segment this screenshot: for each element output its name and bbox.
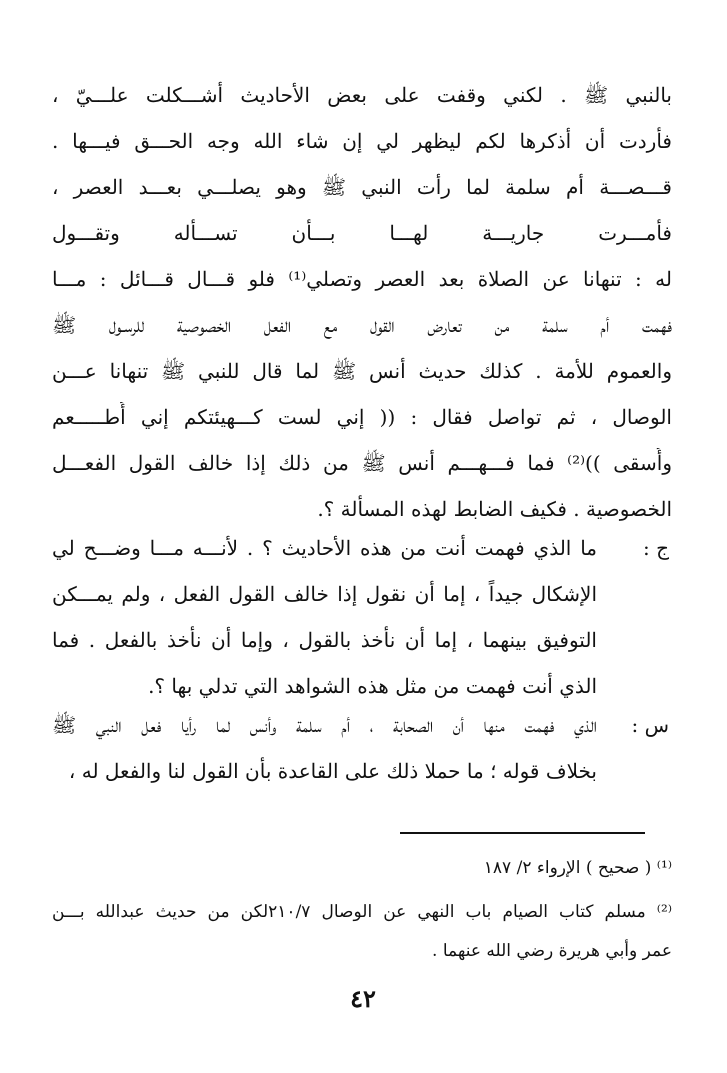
footnote: ⁽²⁾ مسلم كتاب الصيام باب النهي عن الوصال ٢١٠/٧لكن من حديث عبدالله بـــن — [52, 902, 672, 922]
text-line: بالنبي ﷺ . لكني وقفت على بعض الأحاديث أشـــكلت علـــيّ ، — [52, 83, 672, 107]
text-line: الذي أنت فهمت من مثل هذه الشواهد التي تدلي بها ؟. — [148, 674, 597, 698]
text-line: ما الذي فهمت أنت من هذه الأحاديث ؟ . لأنـــه مـــا وضـــح لي — [52, 536, 597, 560]
text-line: الإشكال جيداً ، إما أن نقول إذا خالف القول الفعل ، ولم يمـــكن — [52, 582, 597, 606]
text-line: له : تنهانا عن الصلاة بعد العصر وتصلي⁽¹⁾ فلو قـــال قـــائل : مـــا — [52, 267, 672, 291]
footnote-separator — [400, 832, 645, 834]
text-line: فهمت أم سلمة من تعارض القول مع الفعل الخصوصية للرسـول ﷺ — [52, 313, 672, 337]
text-line: فأمـــرت جاريـــة لهـــا بـــأن تســـأله وتقـــول — [52, 221, 672, 245]
text-line: التوفيق بينهما ، إما أن نأخذ بالقول ، وإما أن نأخذ بالفعل . فما — [52, 628, 597, 652]
text-line: وأُسقى ))⁽²⁾ فما فـــهـــم أنس ﷺ من ذلك إذا خالف القول الفعـــل — [52, 451, 672, 475]
answer-marker: ج : — [642, 536, 669, 560]
text-line: بخلاف قوله ؛ ما حملا ذلك على القاعدة بأن القول لنا والفعل له ، — [68, 759, 597, 783]
text-line: والعموم للأمة . كذلك حديث أنس ﷺ لما قال للنبي ﷺ تنهانا عـــن — [52, 359, 672, 383]
text-line: الخصوصية . فكيف الضابط لهذه المسألة ؟. — [317, 497, 672, 521]
footnote: ⁽¹⁾ ( صحيح ) الإرواء ٢/ ١٨٧ — [483, 858, 672, 878]
question-marker: س : — [631, 713, 669, 737]
text-line: فأردت أن أذكرها لكم ليظهر لي إن شاء الله وجه الحـــق فيـــها . — [52, 129, 672, 153]
footnote: عمر وأبي هريرة رضي الله عنهما . — [432, 941, 672, 961]
text-line: الذي فهمت منها أن الصحابة ، أم سلمة وأنس لما رأيا فعل النبي ﷺ — [52, 713, 597, 737]
page-number: ٤٢ — [350, 984, 376, 1013]
text-line: الوصال ، ثم تواصل فقال : (( إني لست كـــهيئتكم إني أُطـــــعم — [52, 405, 672, 429]
text-line: قـــصـــة أم سلمة لما رأت النبي ﷺ وهو يصلـــي بعـــد العصر ، — [52, 175, 672, 199]
